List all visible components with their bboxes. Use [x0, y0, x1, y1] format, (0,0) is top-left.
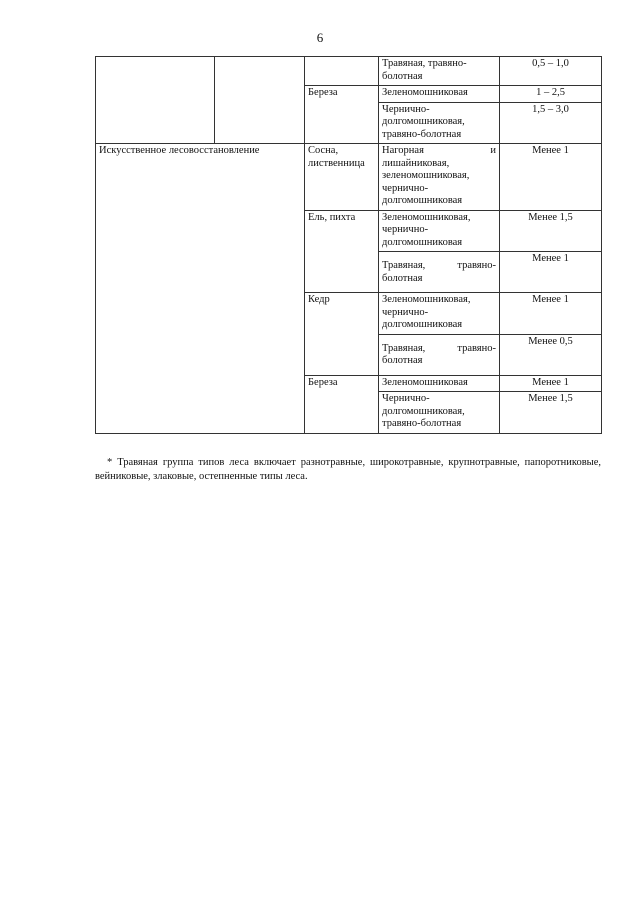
forest-type-cell: Зеленомошниковая, чернично-долгомошниковая	[379, 210, 500, 252]
value-cell: Менее 1,5	[500, 392, 602, 434]
forest-type-cell: Чернично-долгомошниковая, травяно-болотная	[379, 392, 500, 434]
forest-type-cell: Нагорная и лишайниковая, зеленомошниковая, чернично-долгомошниковая	[379, 144, 500, 211]
species-cell-empty	[305, 57, 379, 86]
forest-regeneration-table	[95, 56, 602, 434]
footnote: * Травяная группа типов леса включает разнотравные, широкотравные, крупнотравные, папоротниковые, вейниковые, злаковые, остепненные типы леса.	[95, 457, 601, 482]
species-cell: Кедр	[305, 293, 379, 376]
forest-type-cell: Зеленомошниковая	[379, 375, 500, 392]
forest-type-cell: Травяная, травяно-болотная	[379, 334, 500, 375]
forest-type-cell: Травяная, травяно-болотная	[379, 57, 500, 86]
forest-type-cell: Чернично-долгомошниковая, травяно-болотная	[379, 102, 500, 144]
species-cell: Ель, пихта	[305, 210, 379, 293]
value-cell: Менее 0,5	[500, 334, 602, 375]
value-cell: 0,5 – 1,0	[500, 57, 602, 86]
forest-type-cell: Зеленомошниковая, чернично-долгомошниковая	[379, 293, 500, 335]
value-cell: Менее 1	[500, 293, 602, 335]
value-cell: Менее 1,5	[500, 210, 602, 252]
table-row	[96, 57, 602, 86]
forest-type-cell: Травяная, травяно-болотная	[379, 252, 500, 293]
table-row	[96, 144, 602, 211]
species-cell: Береза	[305, 375, 379, 433]
species-cell: Береза	[305, 86, 379, 144]
value-cell: Менее 1	[500, 144, 602, 211]
value-cell: Менее 1	[500, 375, 602, 392]
value-cell: 1 – 2,5	[500, 86, 602, 103]
species-cell: Сосна, лиственница	[305, 144, 379, 211]
page-number: 6	[316, 30, 324, 45]
category-cell-empty	[96, 57, 215, 144]
method-cell: Искусственное лесовосстановление	[96, 144, 305, 434]
forest-type-cell: Зеленомошниковая	[379, 86, 500, 103]
value-cell: 1,5 – 3,0	[500, 102, 602, 144]
subcategory-cell-empty	[215, 57, 305, 144]
value-cell: Менее 1	[500, 252, 602, 293]
